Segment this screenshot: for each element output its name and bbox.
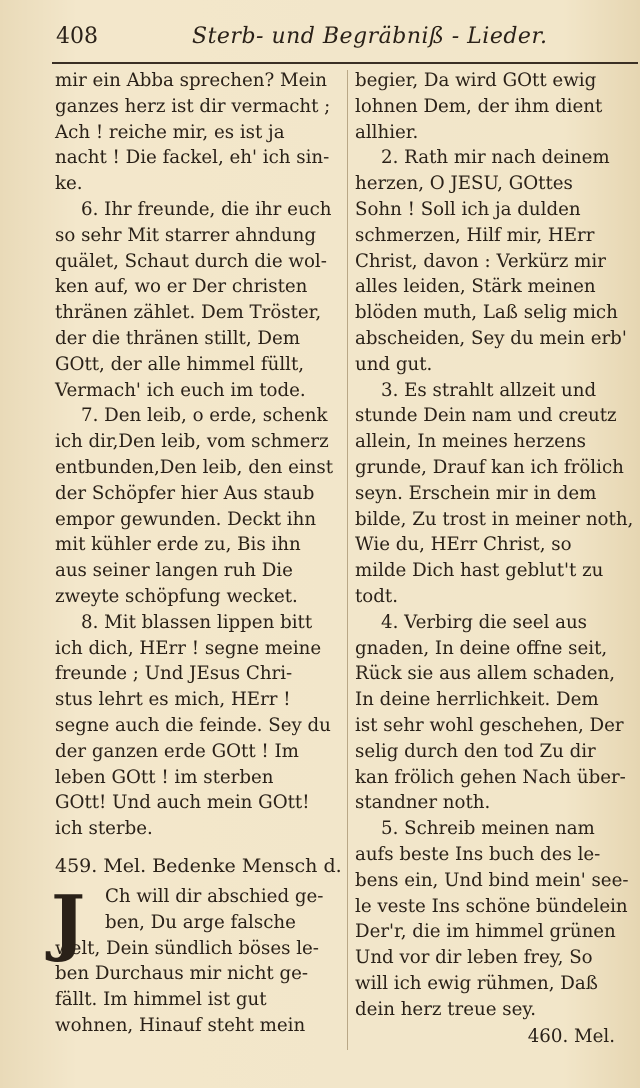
text-line: quälet, Schaut durch die wol-	[55, 250, 327, 272]
page-header	[52, 22, 612, 58]
text-line: wohnen, Hinauf steht mein	[55, 1014, 306, 1036]
text-line: Der'r, die im himmel grünen	[355, 921, 616, 943]
text-line: mit kühler erde zu, Bis ihn	[55, 534, 301, 556]
running-title: Sterb- und Begräbniß - Lieder.	[192, 24, 548, 49]
text-line: Und vor dir leben frey, So	[355, 947, 593, 969]
hymn-heading: 459. Mel. Bedenke Mensch d.	[55, 854, 342, 877]
text-line: standner noth.	[355, 792, 491, 814]
text-line: Wie du, HErr Christ, so	[355, 534, 572, 556]
text-line: le veste Ins schöne bündelein	[355, 895, 628, 917]
text-line: milde Dich hast geblut't zu	[355, 560, 604, 582]
text-line: begier, Da wird GOtt ewig	[355, 70, 597, 91]
text-line: und gut.	[355, 353, 433, 375]
verse-3-start: 3. Es strahlt allzeit und	[381, 379, 597, 401]
text-line: herzen, O JESU, GOttes	[355, 173, 573, 195]
text-line: Vermach' ich euch im tode.	[55, 379, 306, 401]
text-line: lohnen Dem, der ihm dient	[355, 95, 603, 117]
text-line: selig durch den tod Zu dir	[355, 740, 596, 762]
verse-7-start: 7. Den leib, o erde, schenk	[81, 405, 328, 427]
text-line: abscheiden, Sey du mein erb'	[355, 327, 627, 349]
catchword: 460. Mel.	[527, 1026, 615, 1048]
text-line: so sehr Mit starrer ahndung	[55, 224, 316, 246]
text-line: ganzes herz ist dir vermacht ;	[55, 95, 331, 117]
text-line: ken auf, wo er Der christen	[55, 276, 308, 298]
text-line: ich sterbe.	[55, 818, 153, 840]
text-line: blöden muth, Laß selig mich	[355, 302, 618, 324]
text-line: GOtt, der alle himmel füllt,	[55, 353, 305, 375]
verse-4-start: 4. Verbirg die seel aus	[381, 611, 587, 633]
text-line: bilde, Zu trost in meiner noth,	[355, 508, 634, 530]
text-line: gnaden, In deine offne seit,	[355, 637, 608, 659]
text-line: leben GOtt ! im sterben	[55, 766, 274, 788]
text-line: empor gewunden. Deckt ihn	[55, 508, 317, 530]
text-line: nacht ! Die fackel, eh' ich sin-	[55, 147, 330, 169]
text-line: will ich ewig rühmen, Daß	[355, 972, 598, 994]
hymn-459-body	[51, 878, 345, 1039]
left-column	[51, 68, 345, 1039]
text-line: allein, In meines herzens	[355, 431, 586, 453]
text-line: Sohn ! Soll ich ja dulden	[355, 198, 581, 220]
header-rule	[52, 62, 638, 64]
text-line: ke.	[55, 173, 83, 195]
verse-2-start: 2. Rath mir nach deinem	[381, 147, 610, 169]
text-line: stus lehrt es mich, HErr !	[55, 689, 291, 711]
text-line: der ganzen erde GOtt ! Im	[55, 740, 299, 762]
text-line: thränen zählet. Dem Tröster,	[55, 302, 322, 324]
text-line: ich dich, HErr ! segne meine	[55, 637, 322, 659]
text-line: ich dir,Den leib, vom schmerz	[55, 431, 329, 453]
text-line: aufs beste Ins buch des le-	[355, 843, 601, 865]
text-line: ist sehr wohl geschehen, Der	[355, 714, 624, 736]
text-line: bens ein, Und bind mein' see-	[355, 869, 629, 891]
text-line: Ch will dir abschied ge-	[105, 885, 324, 907]
text-line: grunde, Drauf kan ich frölich	[355, 456, 624, 478]
text-line: ben Durchaus mir nicht ge-	[55, 963, 309, 985]
text-line: aus seiner langen ruh Die	[55, 560, 293, 582]
text-line: kan frölich gehen Nach über-	[355, 766, 626, 788]
text-line: fällt. Im himmel ist gut	[55, 989, 267, 1011]
verse-6-start: 6. Ihr freunde, die ihr euch	[81, 198, 332, 220]
text-line: der Schöpfer hier Aus staub	[55, 482, 315, 504]
text-line: schmerzen, Hilf mir, HErr	[355, 224, 595, 246]
text-line: todt.	[355, 585, 398, 607]
text-line: allhier.	[355, 121, 419, 143]
text-line: seyn. Erschein mir in dem	[355, 482, 597, 504]
text-line: welt, Dein sündlich böses le-	[55, 937, 319, 959]
text-line: mir ein Abba sprechen? Mein	[55, 70, 327, 91]
text-line: ben, Du arge falsche	[105, 911, 296, 933]
text-line: freunde ; Und JEsus Chri-	[55, 663, 293, 685]
column-divider	[347, 70, 348, 1050]
text-line: In deine herrlichkeit. Dem	[355, 689, 599, 711]
text-line: alles leiden, Stärk meinen	[355, 276, 596, 298]
text-line: Rück sie aus allem schaden,	[355, 663, 616, 685]
text-line: GOtt! Und auch mein GOtt!	[55, 792, 310, 814]
text-line: entbunden,Den leib, den einst	[55, 456, 334, 478]
text-line: Ach ! reiche mir, es ist ja	[55, 121, 285, 143]
right-column	[355, 68, 637, 1050]
drop-cap: J	[51, 878, 86, 964]
text-line: stunde Dein nam und creutz	[355, 405, 617, 427]
text-line: der die thränen stillt, Dem	[55, 327, 300, 349]
text-line: dein herz treue sey.	[355, 998, 537, 1020]
page-number: 408	[56, 24, 98, 49]
text-line: Christ, davon : Verkürz mir	[355, 250, 606, 272]
text-line: segne auch die feinde. Sey du	[55, 714, 331, 736]
verse-8-start: 8. Mit blassen lippen bitt	[81, 611, 313, 633]
text-line: zweyte schöpfung wecket.	[55, 585, 298, 607]
verse-5-start: 5. Schreib meinen nam	[381, 818, 595, 840]
